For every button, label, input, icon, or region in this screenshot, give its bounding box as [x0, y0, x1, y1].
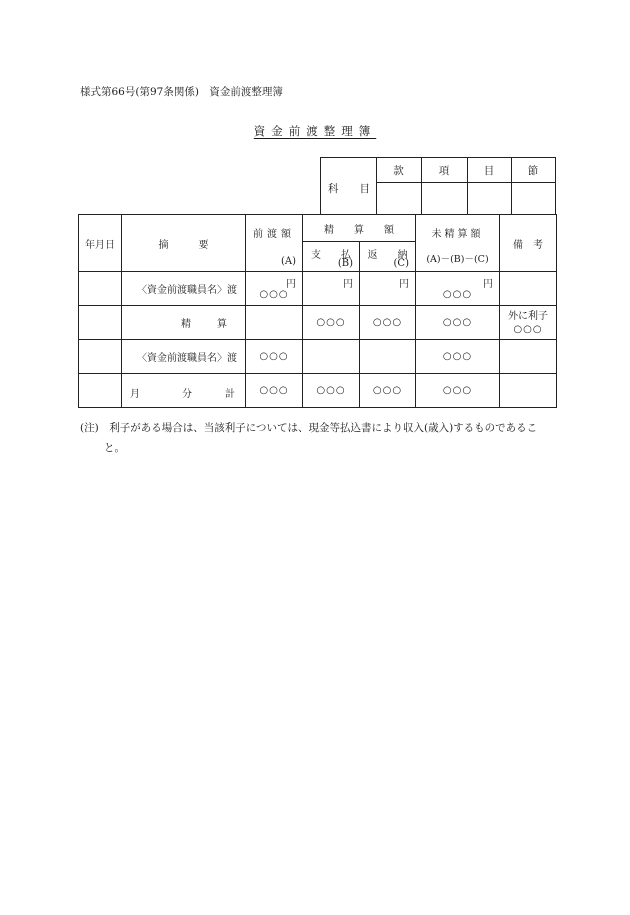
footnote-line1: (注) 利子がある場合は、当該利子については、現金等払込書により収入(歳入)するものであるこ: [80, 422, 538, 434]
subject-header-setsu: 節: [527, 165, 539, 177]
row3-remarks: [500, 340, 557, 374]
subject-label: 科 目: [328, 183, 370, 195]
row4-payment: ○○○: [303, 374, 360, 408]
subject-header-kan: 款: [393, 165, 404, 177]
row2-date: [79, 306, 122, 340]
row2-remarks: [500, 306, 557, 340]
row4-unsettled: ○○○: [416, 374, 500, 408]
row3-advance: ○○○: [246, 340, 303, 374]
row1-unsettled-value: ○○○: [442, 289, 473, 300]
header-summary: 摘 要: [122, 215, 246, 272]
row1-refund-unit: 円: [399, 279, 409, 290]
table-row: [79, 272, 557, 306]
row2-remarks-line1: 外に利子: [508, 310, 548, 322]
row2-remarks-line2: ○○○: [513, 323, 543, 335]
subject-box: [320, 157, 556, 215]
header-advance: [246, 215, 303, 272]
header-unsettled-label: 未精算額: [431, 229, 484, 240]
row2-refund: ○○○: [360, 306, 416, 340]
header-advance-label: 前渡額: [253, 229, 295, 240]
row3-unsettled: ○○○: [416, 340, 500, 374]
header-refund: [360, 242, 416, 272]
header-payment-sub: (B): [337, 258, 353, 269]
row4-summary: [122, 374, 246, 408]
ledger-table: [78, 214, 557, 408]
row1-advance: [246, 272, 303, 306]
row4-advance: ○○○: [246, 374, 303, 408]
form-number-label: 様式第66号(第97条関係) 資金前渡整理簿: [80, 86, 283, 98]
footnote: [80, 418, 560, 458]
row4-summary-total: 計: [225, 389, 235, 400]
row1-unsettled-unit: 円: [483, 279, 493, 290]
header-advance-sub: (A): [280, 256, 296, 267]
row3-summary: [122, 340, 246, 374]
header-settlement: 精 算 額: [303, 215, 416, 242]
header-unsettled: [416, 215, 500, 272]
table-row: [79, 340, 557, 374]
row4-refund: ○○○: [360, 374, 416, 408]
row2-payment: ○○○: [303, 306, 360, 340]
row4-summary-portion: 分: [182, 389, 192, 400]
row2-unsettled: ○○○: [416, 306, 500, 340]
row1-advance-value: ○○○: [259, 289, 289, 300]
row3-date: [79, 340, 122, 374]
row3-refund: [360, 340, 416, 374]
row1-refund: [360, 272, 416, 306]
row1-advance-unit: 円: [286, 279, 296, 290]
footnote-line2: と。: [104, 442, 125, 454]
header-refund-label: 返 納: [367, 250, 408, 261]
row1-summary: [122, 272, 246, 306]
row2-summary: [122, 306, 246, 340]
header-date: 年月日: [79, 215, 122, 272]
table-row: [79, 306, 557, 340]
row4-remarks: [500, 374, 557, 408]
row1-payment-unit: 円: [343, 279, 353, 290]
subject-header-kou: 項: [438, 165, 450, 177]
row4-summary-month: 月: [130, 389, 140, 400]
row1-summary-text: 〈資金前渡職員名〉渡: [137, 285, 237, 296]
row2-advance: [246, 306, 303, 340]
header-payment: [303, 242, 360, 272]
row1-remarks: [500, 272, 557, 306]
document-title-text: 資金前渡整理簿: [253, 124, 377, 138]
row3-summary-text: 〈資金前渡職員名〉渡: [137, 353, 237, 364]
row1-payment: [303, 272, 360, 306]
header-unsettled-formula: (A)－(B)－(C): [426, 254, 489, 265]
document-title: [0, 123, 630, 139]
row1-unsettled: [416, 272, 500, 306]
subject-header-moku: 目: [483, 165, 495, 177]
header-payment-label: 支 払: [311, 250, 351, 261]
header-remarks: 備 考: [500, 215, 557, 272]
row3-payment: [303, 340, 360, 374]
row4-date: [79, 374, 122, 408]
row2-summary-text: 精 算: [181, 319, 235, 330]
row1-date: [79, 272, 122, 306]
table-row: [79, 374, 557, 408]
header-refund-sub: (C): [393, 258, 409, 269]
